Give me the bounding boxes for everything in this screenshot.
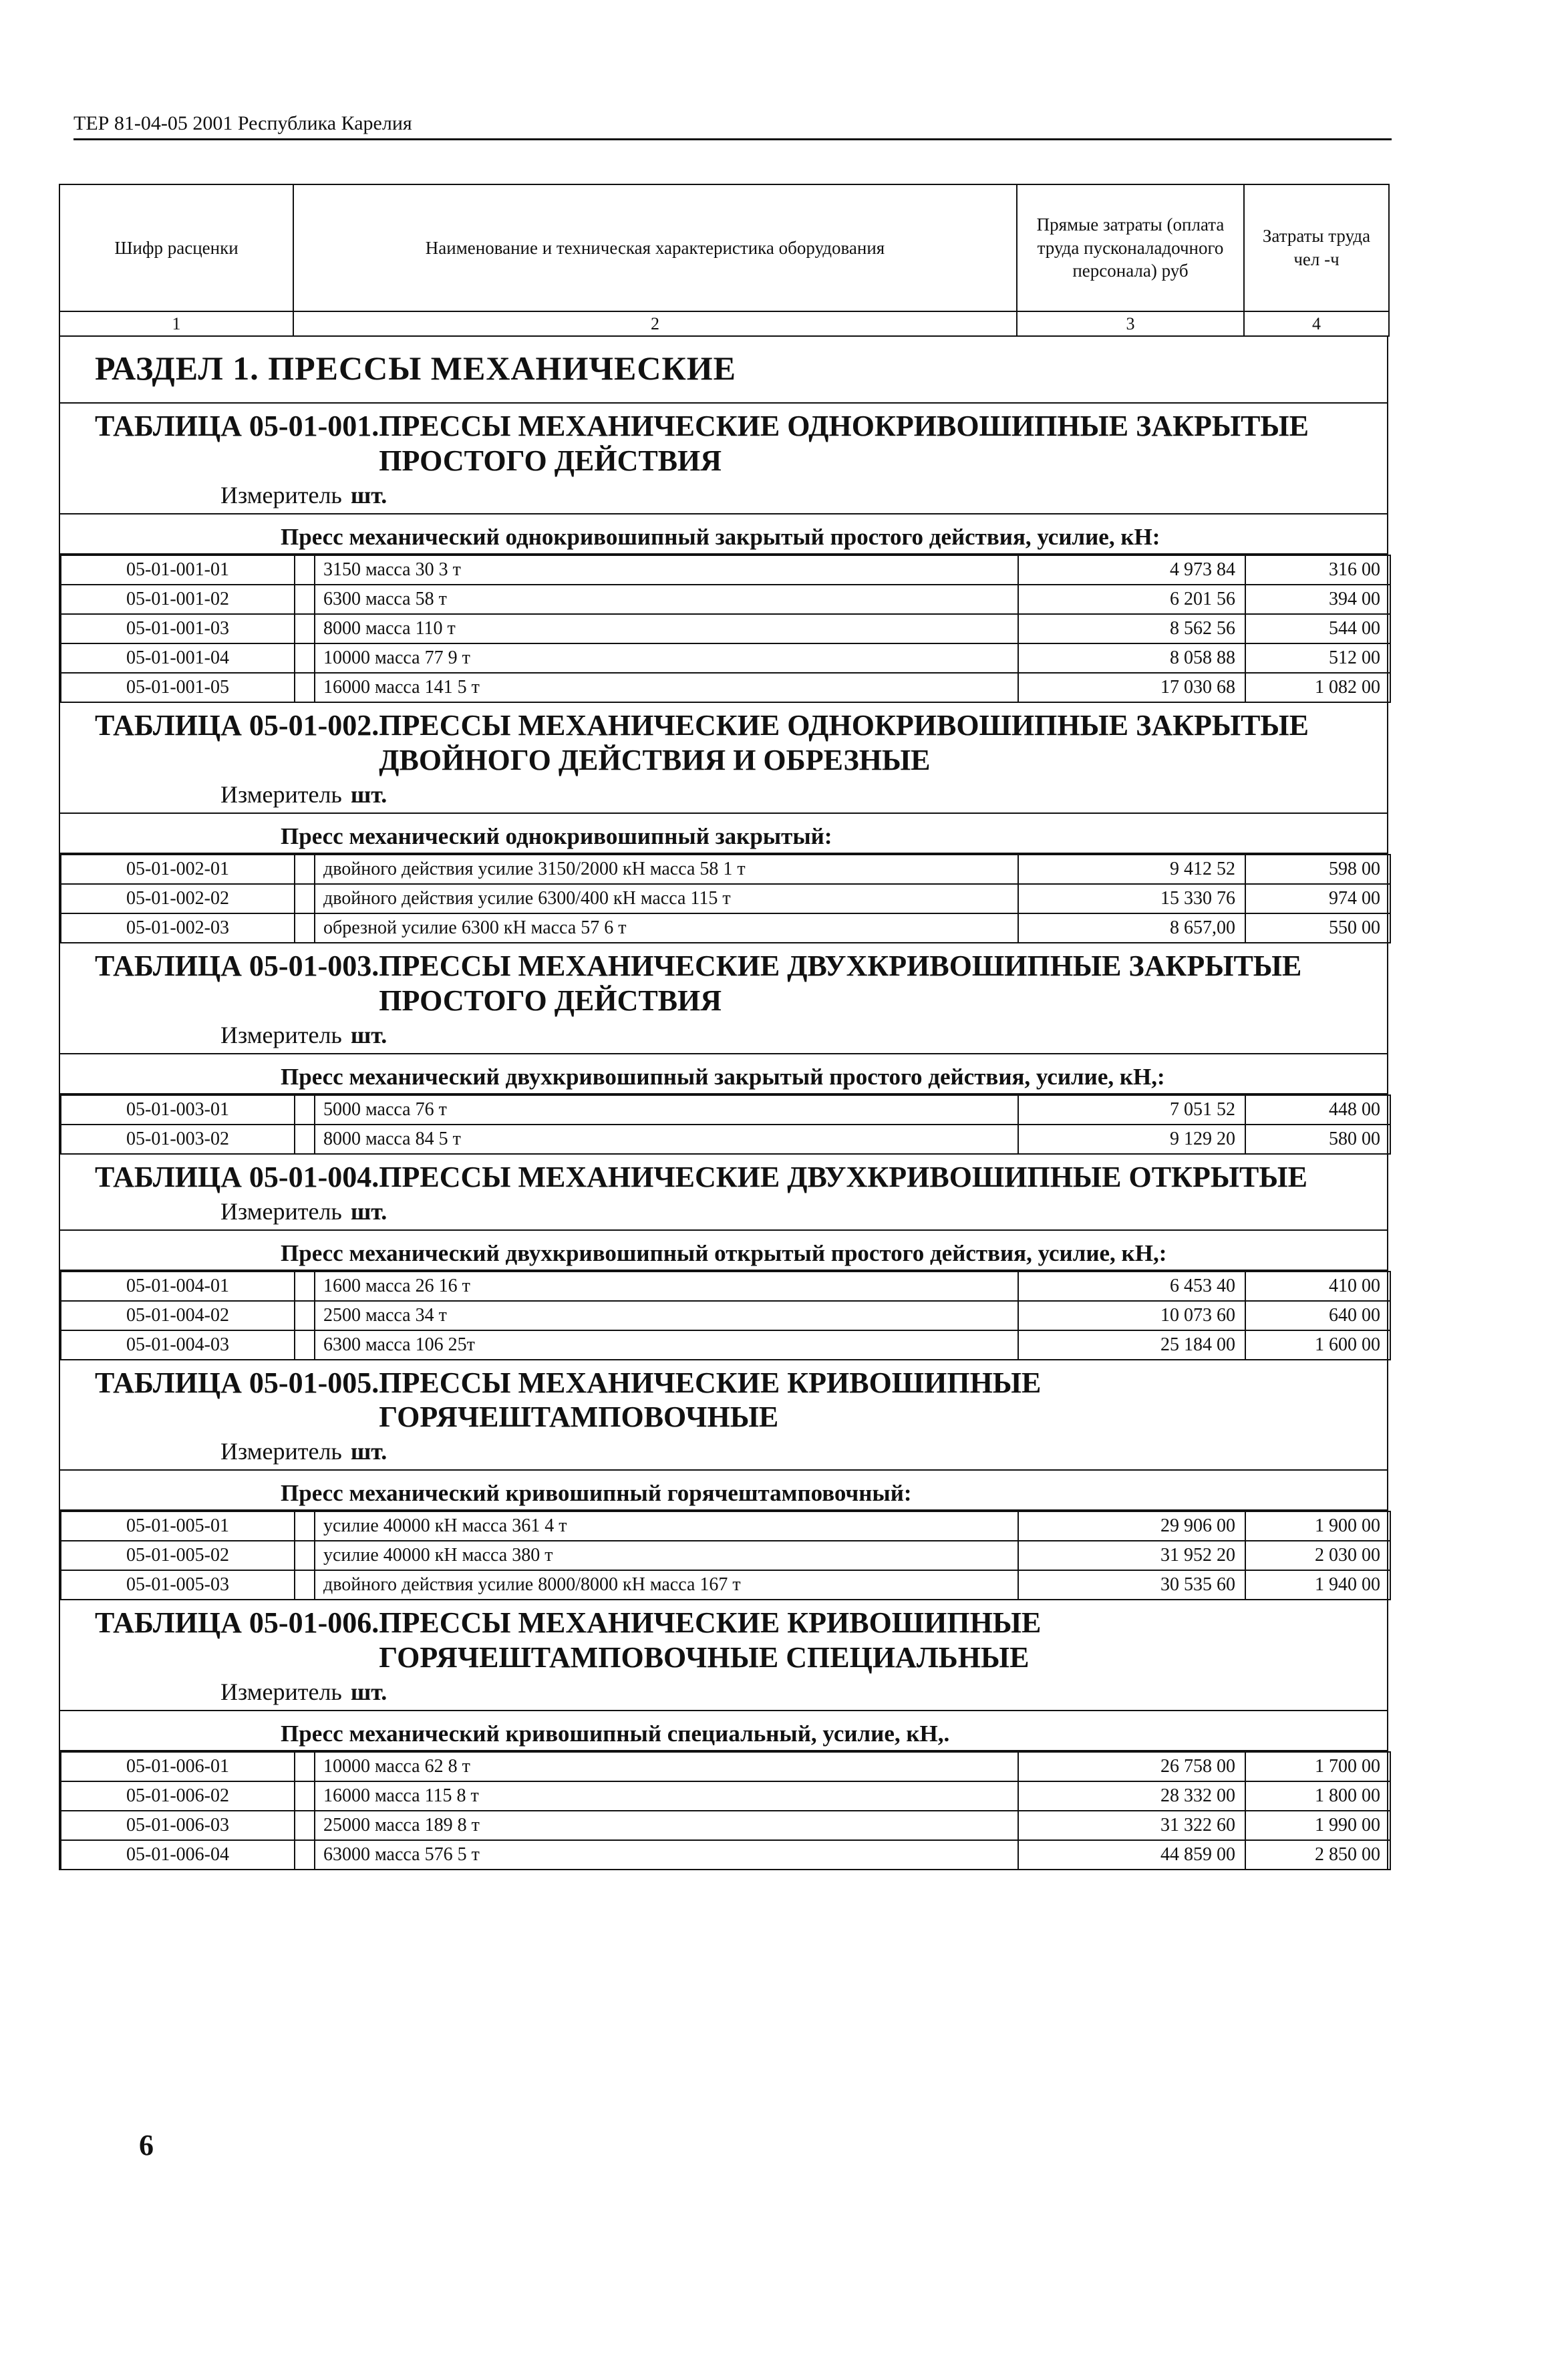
rate-description: 10000 масса 62 8 т [315,1752,1018,1781]
rate-code: 05-01-004-02 [61,1301,295,1330]
table-row [61,1095,1390,1125]
rate-code: 05-01-001-01 [61,555,295,585]
section-heading-block [59,337,1388,404]
labor-value: 1 990 00 [1245,1811,1390,1840]
rate-code: 05-01-006-01 [61,1752,295,1781]
rate-code: 05-01-006-04 [61,1840,295,1870]
cell-gap [295,1301,315,1330]
direct-cost-value: 30 535 60 [1018,1570,1245,1600]
table-row [61,1811,1390,1840]
table-title [60,943,1387,1018]
table-row [61,1781,1390,1811]
cell-gap [295,1330,315,1360]
direct-cost-value: 9 412 52 [1018,855,1245,884]
rate-description: 63000 масса 576 5 т [315,1840,1018,1870]
col-number: 3 [1017,311,1244,336]
table-number: ТАБЛИЦА 05-01-003. [95,949,379,982]
labor-value: 448 00 [1245,1095,1390,1125]
rate-code: 05-01-005-01 [61,1511,295,1541]
cell-gap [295,855,315,884]
table-row [61,1330,1390,1360]
direct-cost-value: 7 051 52 [1018,1095,1245,1125]
direct-cost-value: 29 906 00 [1018,1511,1245,1541]
table-row [61,913,1390,943]
table-name: ПРЕССЫ МЕХАНИЧЕСКИЕ ОДНОКРИВОШИПНЫЕ ЗАКРЫТЫЕ ДВОЙНОГО ДЕЙСТВИЯ И ОБРЕЗНЫЕ [379,709,1309,776]
cell-gap [295,1752,315,1781]
table-name: ПРЕССЫ МЕХАНИЧЕСКИЕ КРИВОШИПНЫЕ ГОРЯЧЕШТАМПОВОЧНЫЕ [379,1366,1042,1434]
col-number: 1 [59,311,293,336]
direct-cost-value: 10 073 60 [1018,1301,1245,1330]
table-number: ТАБЛИЦА 05-01-001. [95,410,379,443]
rate-description: 16000 масса 141 5 т [315,673,1018,702]
table-row [61,673,1390,702]
measure-unit: шт. [350,1021,387,1048]
direct-cost-value: 15 330 76 [1018,884,1245,913]
measure-unit: шт. [350,780,387,808]
measure-unit: шт. [350,1678,387,1706]
measure-unit: шт. [350,482,387,508]
table-number: ТАБЛИЦА 05-01-004. [95,1160,379,1193]
direct-cost-value: 8 562 56 [1018,614,1245,643]
table-name: ПРЕССЫ МЕХАНИЧЕСКИЕ ДВУХКРИВОШИПНЫЕ ОТКРЫТЫЕ [379,1160,1307,1193]
labor-value: 1 940 00 [1245,1570,1390,1600]
cell-gap [295,1511,315,1541]
table-row [61,1570,1390,1600]
labor-value: 1 800 00 [1245,1781,1390,1811]
price-table [59,1360,1388,1601]
rate-description: обрезной усилие 6300 кН масса 57 6 т [315,913,1018,943]
table-subheading: Пресс механический двухкривошипный открытый простого действия, усилие, кН,: [60,1231,1387,1271]
rate-code: 05-01-001-05 [61,673,295,702]
labor-value: 640 00 [1245,1301,1390,1330]
rate-description: двойного действия усилие 8000/8000 кН масса 167 т [315,1570,1018,1600]
measure-label: Измеритель [220,1438,342,1465]
rate-code: 05-01-002-01 [61,855,295,884]
table-subheading: Пресс механический двухкривошипный закрытый простого действия, усилие, кН,: [60,1054,1387,1094]
rate-code: 05-01-002-03 [61,913,295,943]
rate-description: двойного действия усилие 6300/400 кН масса 115 т [315,884,1018,913]
rate-code: 05-01-005-02 [61,1541,295,1570]
rate-code: 05-01-005-03 [61,1570,295,1600]
measure-label: Измеритель [220,482,342,508]
table-name: ПРЕССЫ МЕХАНИЧЕСКИЕ ОДНОКРИВОШИПНЫЕ ЗАКРЫТЫЕ ПРОСТОГО ДЕЙСТВИЯ [379,410,1309,478]
direct-cost-value: 44 859 00 [1018,1840,1245,1870]
rate-code: 05-01-003-01 [61,1095,295,1125]
direct-cost-value: 9 129 20 [1018,1125,1245,1154]
labor-value: 410 00 [1245,1272,1390,1301]
cell-gap [295,673,315,702]
rate-description: 10000 масса 77 9 т [315,643,1018,673]
labor-value: 512 00 [1245,643,1390,673]
table-row [61,1125,1390,1154]
cell-gap [295,1840,315,1870]
cell-gap [295,1095,315,1125]
labor-value: 580 00 [1245,1125,1390,1154]
table-row [61,1840,1390,1870]
price-tables [59,404,1388,1870]
rate-table [60,1094,1391,1155]
cell-gap [295,1570,315,1600]
measure-label: Измеритель [220,1678,342,1706]
table-number: ТАБЛИЦА 05-01-005. [95,1366,379,1399]
table-title [60,1600,1387,1675]
rate-table [60,555,1391,703]
rate-code: 05-01-001-02 [61,585,295,614]
labor-value: 2 850 00 [1245,1840,1390,1870]
table-title [60,404,1387,478]
col-header-code: Шифр расценки [59,184,293,311]
table-number: ТАБЛИЦА 05-01-002. [95,709,379,742]
price-table [59,703,1388,943]
price-table [59,943,1388,1155]
column-header-table [59,184,1390,337]
table-row [61,1511,1390,1541]
rate-table [60,1511,1391,1600]
cell-gap [295,1811,315,1840]
rate-description: 6300 масса 58 т [315,585,1018,614]
direct-cost-value: 31 322 60 [1018,1811,1245,1840]
rate-code: 05-01-004-03 [61,1330,295,1360]
price-table [59,1600,1388,1870]
table-subheading: Пресс механический кривошипный специальный, усилие, кН,. [60,1711,1387,1751]
direct-cost-value: 31 952 20 [1018,1541,1245,1570]
labor-value: 974 00 [1245,884,1390,913]
table-row [61,555,1390,585]
rate-description: усилие 40000 кН масса 380 т [315,1541,1018,1570]
document-body [59,184,1388,1870]
table-name: ПРЕССЫ МЕХАНИЧЕСКИЕ ДВУХКРИВОШИПНЫЕ ЗАКРЫТЫЕ ПРОСТОГО ДЕЙСТВИЯ [379,949,1302,1017]
labor-value: 316 00 [1245,555,1390,585]
labor-value: 1 082 00 [1245,673,1390,702]
measure-label: Измеритель [220,1197,342,1225]
table-row [61,1301,1390,1330]
table-subheading: Пресс механический однокривошипный закрытый: [60,814,1387,854]
table-row [61,614,1390,643]
table-title [60,1155,1387,1195]
table-number: ТАБЛИЦА 05-01-006. [95,1606,379,1640]
direct-cost-value: 6 201 56 [1018,585,1245,614]
direct-cost-value: 6 453 40 [1018,1272,1245,1301]
rate-code: 05-01-001-03 [61,614,295,643]
measure-label: Измеритель [220,780,342,808]
measure-unit: шт. [350,1438,387,1465]
cell-gap [295,614,315,643]
table-row [61,643,1390,673]
rate-description: 6300 масса 106 25т [315,1330,1018,1360]
table-row [61,884,1390,913]
page-number: 6 [139,2129,154,2162]
rate-code: 05-01-002-02 [61,884,295,913]
table-row [61,855,1390,884]
col-header-labor: Затраты труда чел -ч [1244,184,1389,311]
labor-value: 1 600 00 [1245,1330,1390,1360]
table-title [60,703,1387,778]
rate-code: 05-01-006-02 [61,1781,295,1811]
labor-value: 1 700 00 [1245,1752,1390,1781]
direct-cost-value: 8 058 88 [1018,643,1245,673]
col-number: 4 [1244,311,1389,336]
cell-gap [295,884,315,913]
price-table [59,1155,1388,1360]
rate-code: 05-01-003-02 [61,1125,295,1154]
rate-code: 05-01-006-03 [61,1811,295,1840]
rate-description: 2500 масса 34 т [315,1301,1018,1330]
measure-line [60,1435,1387,1471]
rate-description: 16000 масса 115 8 т [315,1781,1018,1811]
direct-cost-value: 25 184 00 [1018,1330,1245,1360]
cell-gap [295,1541,315,1570]
measure-line [60,1018,1387,1054]
table-row [61,1752,1390,1781]
measure-line [60,778,1387,814]
cell-gap [295,585,315,614]
measure-unit: шт. [350,1197,387,1225]
table-title [60,1360,1387,1435]
measure-line [60,1675,1387,1711]
cell-gap [295,913,315,943]
direct-cost-value: 26 758 00 [1018,1752,1245,1781]
direct-cost-value: 17 030 68 [1018,673,1245,702]
col-header-name: Наименование и техническая характеристика оборудования [293,184,1017,311]
table-row [61,585,1390,614]
cell-gap [295,1781,315,1811]
rate-table [60,854,1391,943]
labor-value: 550 00 [1245,913,1390,943]
col-header-direct-cost: Прямые затраты (оплата труда пусконаладочного персонала) руб [1017,184,1244,311]
cell-gap [295,555,315,585]
cell-gap [295,1272,315,1301]
measure-line [60,1195,1387,1231]
running-head: ТЕР 81-04-05 2001 Республика Карелия [73,112,412,134]
rate-description: 8000 масса 110 т [315,614,1018,643]
section-title: РАЗДЕЛ 1. ПРЕССЫ МЕХАНИЧЕСКИЕ [95,349,736,388]
table-name: ПРЕССЫ МЕХАНИЧЕСКИЕ КРИВОШИПНЫЕ ГОРЯЧЕШТАМПОВОЧНЫЕ СПЕЦИАЛЬНЫЕ [379,1606,1042,1674]
rate-description: 8000 масса 84 5 т [315,1125,1018,1154]
direct-cost-value: 4 973 84 [1018,555,1245,585]
rate-table [60,1271,1391,1360]
labor-value: 394 00 [1245,585,1390,614]
measure-label: Измеритель [220,1021,342,1048]
rate-code: 05-01-001-04 [61,643,295,673]
cell-gap [295,1125,315,1154]
table-row [61,1541,1390,1570]
rate-description: двойного действия усилие 3150/2000 кН масса 58 1 т [315,855,1018,884]
table-row [61,1272,1390,1301]
table-subheading: Пресс механический однокривошипный закрытый простого действия, усилие, кН: [60,514,1387,555]
rate-description: 3150 масса 30 3 т [315,555,1018,585]
rate-description: усилие 40000 кН масса 361 4 т [315,1511,1018,1541]
rate-code: 05-01-004-01 [61,1272,295,1301]
direct-cost-value: 28 332 00 [1018,1781,1245,1811]
rate-table [60,1751,1391,1870]
header-rule [73,138,1392,140]
labor-value: 2 030 00 [1245,1541,1390,1570]
measure-line [60,478,1387,514]
cell-gap [295,643,315,673]
table-subheading: Пресс механический кривошипный горячештамповочный: [60,1471,1387,1511]
labor-value: 544 00 [1245,614,1390,643]
labor-value: 1 900 00 [1245,1511,1390,1541]
labor-value: 598 00 [1245,855,1390,884]
rate-description: 25000 масса 189 8 т [315,1811,1018,1840]
direct-cost-value: 8 657,00 [1018,913,1245,943]
col-number: 2 [293,311,1017,336]
price-table [59,404,1388,703]
rate-description: 1600 масса 26 16 т [315,1272,1018,1301]
rate-description: 5000 масса 76 т [315,1095,1018,1125]
